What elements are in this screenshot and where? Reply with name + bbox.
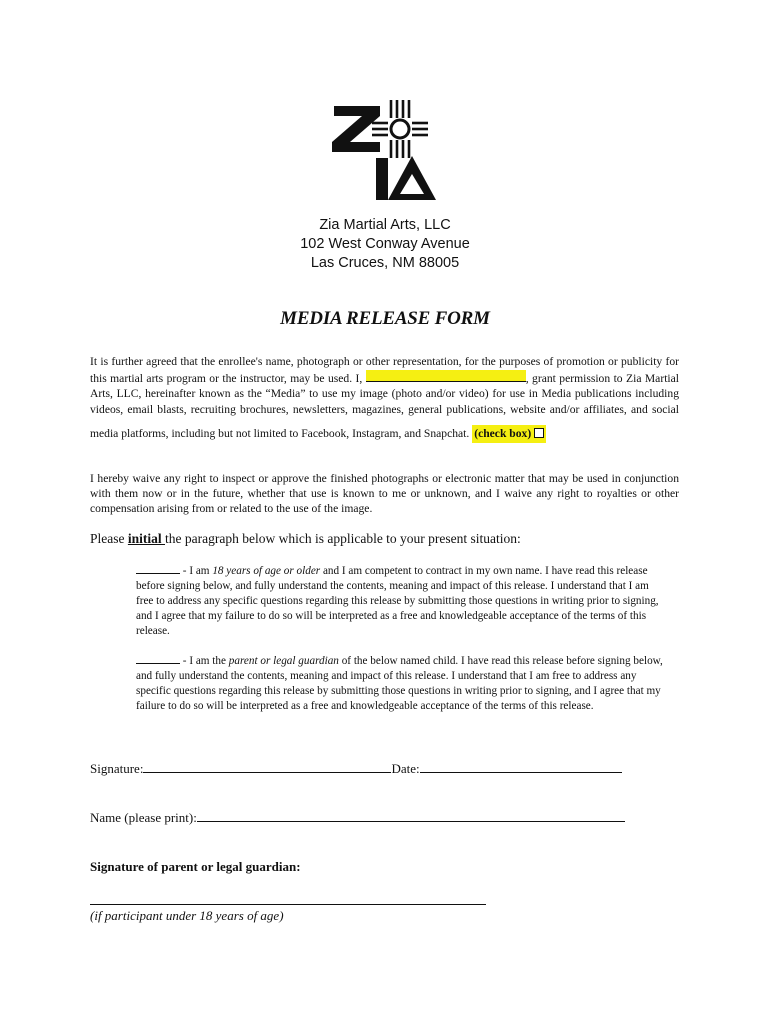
company-address [0, 216, 770, 273]
company-street: 102 West Conway Avenue [300, 236, 470, 252]
guardian-prefix: - I am the [180, 655, 229, 667]
adult-emphasis: 18 years of age or older [212, 565, 321, 577]
signature-label: Signature: [90, 761, 144, 776]
date-label: Date: [391, 761, 420, 776]
name-row [90, 810, 625, 826]
zia-logo [328, 98, 442, 206]
initial-instruction-before: Please [90, 531, 128, 546]
signature-row [90, 761, 622, 777]
guardian-text: of the below named child. I have read this release before signing below, and fully understand the contents, meaning and impact of this release. I understand that I am free to address any specific questions regarding this release by submitting those questions in writing prior to signing, and I agree that my failure to do so will be interpreted as a free and knowledgeable acceptance of the terms of this release. [136, 655, 663, 712]
adult-prefix: - I am [180, 565, 213, 577]
enrollee-name-field[interactable] [366, 370, 526, 382]
initial-instruction-after: the paragraph below which is applicable to your present situation: [165, 531, 521, 546]
name-label: Name (please print): [90, 810, 197, 825]
release-text-part2: , grant permission to Zia Martial Arts, LLC, hereinafter known as the “Media” to use my image (photo and/or video) for use in Media publications including videos, email blasts, recruiting brochures, newsletters, magazines, general publications, website and/or affiliates, and social media platforms, including but not limited to Facebook, Instagram, and Snapchat. [90, 371, 680, 440]
guardian-signature-field[interactable] [90, 893, 486, 905]
guardian-initial-field[interactable] [136, 653, 180, 664]
release-text-part1: It is further agreed that the enrollee's name, photograph or other representation, for the purposes of promotion or publicity for this martial arts program or the instructor, may be used. I, [90, 355, 679, 385]
initial-instruction-word: initial [127, 531, 166, 546]
form-title: MEDIA RELEASE FORM [280, 308, 490, 329]
adult-text: and I am competent to contract in my own name. I have read this release before signing below, and fully understand the contents, meaning and impact of this release. I understand that I am free to address any specific questions regarding this release by submitting those questions in writing prior to signing, and I agree that my failure to do so will be interpreted as a free and knowledgeable acceptance of the terms of this release. [136, 565, 659, 637]
release-paragraph [90, 354, 679, 443]
date-field[interactable] [420, 761, 622, 773]
guardian-signature-label: Signature of parent or legal guardian: [90, 859, 301, 874]
guardian-note: (if participant under 18 years of age) [90, 908, 284, 923]
check-box-field[interactable] [472, 425, 546, 443]
initial-instruction [90, 531, 521, 547]
check-box-label: (check box) [474, 427, 532, 440]
option-guardian [136, 653, 666, 714]
company-name: Zia Martial Arts, LLC [319, 217, 451, 233]
checkbox-icon[interactable] [534, 428, 544, 438]
option-adult [136, 563, 666, 639]
adult-initial-field[interactable] [136, 563, 180, 574]
signature-field[interactable] [143, 761, 391, 773]
company-city: Las Cruces, NM 88005 [310, 255, 460, 271]
guardian-emphasis: parent or legal guardian [228, 655, 339, 667]
name-field[interactable] [197, 810, 625, 822]
waiver-paragraph: I hereby waive any right to inspect or approve the finished photographs or electronic matter that may be used in conjunction with them now or in the future, whether that use is known to me or unknown, and I waive any right to royalties or other compensation arising from or related to the use of the image. [90, 472, 679, 515]
